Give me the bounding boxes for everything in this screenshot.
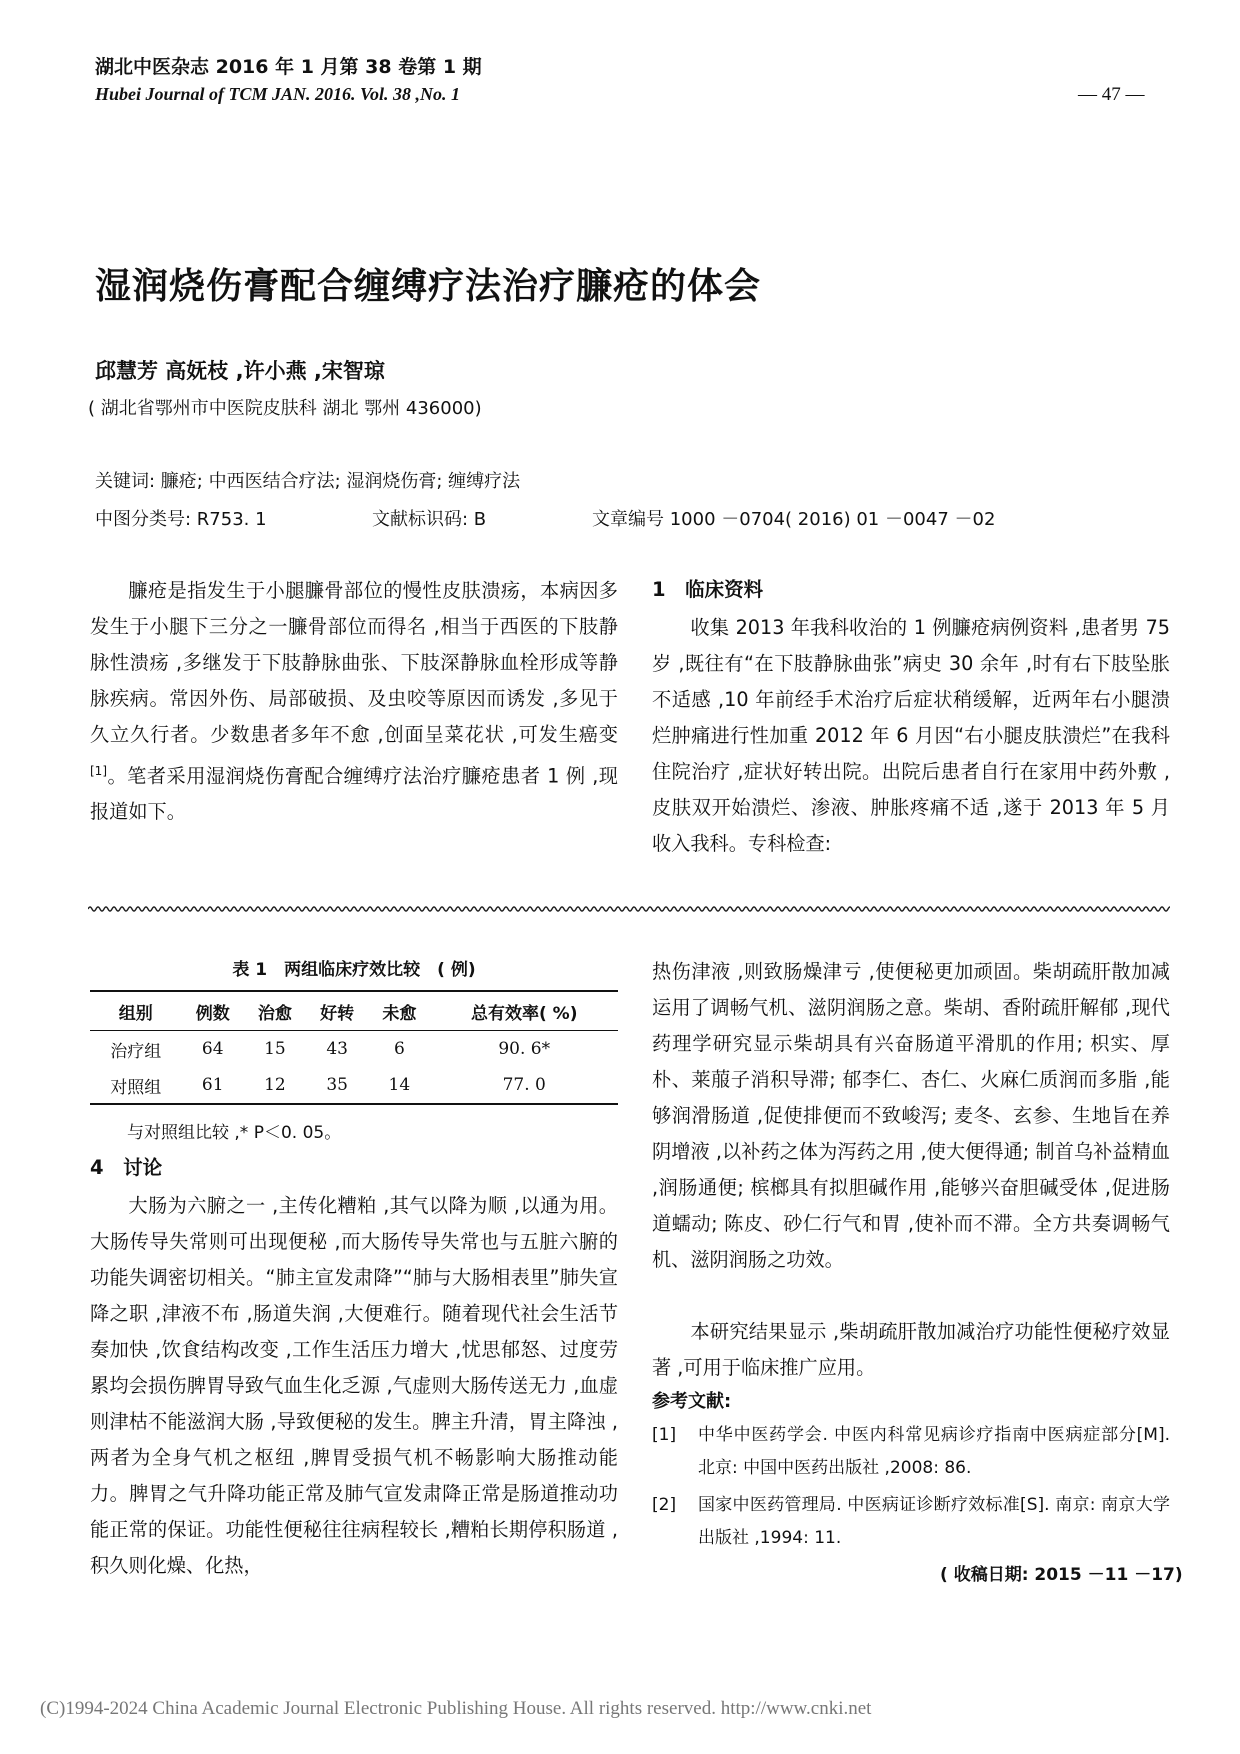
- table-cell: 对照组: [90, 1067, 182, 1104]
- reference-text: 国家中医药管理局. 中医病证诊断疗效标准[S]. 南京: 南京大学出版社 ,1994: 11.: [698, 1495, 1170, 1548]
- intro-text: 臁疮是指发生于小腿臁骨部位的慢性皮肤溃疡，本病因多发生于小腿下三分之一臁骨部位而得名 ,相当于西医的下肢静脉性溃疡 ,多继发于下肢静脉曲张、下肢深静脉血栓形成等静脉疾病。常因外伤、局部破损、及虫咬等原因而诱发 ,多见于久立久行者。少数患者多年不愈 ,创面呈菜花状 ,可发生癌变: [90, 579, 618, 746]
- references-heading: 参考文献:: [652, 1391, 732, 1412]
- reference-number: [2]: [652, 1495, 677, 1515]
- document-code: 文献标识码: B: [372, 509, 487, 530]
- table-cell: 77. 0: [430, 1067, 618, 1104]
- page-number: — 47 —: [1078, 84, 1145, 105]
- table-cell: 15: [264, 1039, 286, 1059]
- table-header-row: [90, 991, 618, 1031]
- table-cell: 6: [393, 1039, 405, 1059]
- table-row: [90, 1031, 618, 1068]
- table-cell: 35: [306, 1067, 368, 1104]
- section-4-paragraph: 大肠为六腑之一 ,主传化糟粕 ,其气以降为顺 ,以通为用。大肠传导失常则可出现便秘 ,而大肠传导失常也与五脏六腑的功能失调密切相关。“肺主宣发肃降”“肺与大肠相表里”肺失宣降之职 ,津液不布 ,肠道失润 ,大便难行。随着现代社会生活节奏加快 ,饮食结构改变 ,工作生活压力增大 ,忧思郁怒、过度劳累均会损伤脾胃导致气血生化乏源 ,气虚则大肠传送无力 ,血虚则津枯不能滋润大肠 ,导致便秘的发生。脾主升清，胃主降浊 ,两者为全身气机之枢纽 ,脾胃受损气机不畅影响大肠推动能力。脾胃之气升降功能正常及肺气宣发肃降正常是肠道推动功能正常的保证。功能性便秘往往病程较长 ,糟粕长期停积肠道 ,积久则化燥、化热，: [90, 1194, 618, 1577]
- results-table: [90, 990, 618, 1105]
- table-cell: 治疗组: [110, 1041, 162, 1062]
- reference-number: [1]: [652, 1425, 677, 1445]
- table-note: 与对照组比较 ,* P＜0. 05。: [127, 1123, 342, 1143]
- copyright-footer: (C)1994-2024 China Academic Journal Electronic Publishing House. All rights reserved. http://www.cnki.net: [40, 1698, 872, 1719]
- reference-text: 中华中医药学会. 中医内科常见病诊疗指南中医病症部分[M]. 北京: 中国中医药出版社 ,2008: 86.: [698, 1425, 1170, 1478]
- intro-paragraph: [90, 573, 618, 830]
- classification-number: 中图分类号: R753. 1: [95, 509, 267, 530]
- table-caption: 表 1 两组临床疗效比较 ( 例): [232, 960, 476, 980]
- section-1-heading: 1 临床资料: [652, 578, 764, 601]
- table-cell: 90. 6*: [498, 1039, 551, 1059]
- table-cell: 61: [182, 1067, 244, 1104]
- article-title: 湿润烧伤膏配合缠缚疗法治疗臁疮的体会: [95, 266, 762, 307]
- table-header: 未愈: [368, 991, 430, 1031]
- table-cell: 14: [368, 1067, 430, 1104]
- table-cell: 43: [326, 1039, 348, 1059]
- table-header: 总有效率( %): [430, 991, 618, 1031]
- received-date: ( 收稿日期: 2015 －11 －17): [940, 1565, 1183, 1585]
- section-4-heading: 4 讨论: [90, 1156, 163, 1179]
- page-divider: [88, 904, 1170, 914]
- intro-text-end: 。笔者采用湿润烧伤膏配合缠缚疗法治疗臁疮患者 1 例 ,现报道如下。: [90, 764, 618, 824]
- section-1-paragraph: 收集 2013 年我科收治的 1 例臁疮病例资料 ,患者男 75 岁 ,既往有“在下肢静脉曲张”病史 30 余年 ,时有右下肢坠胀不适感 ,10 年前经手术治疗后症状稍缓解，近两年右小腿溃烂肿痛进行性加重 2012 年 6 月因“右小腿皮肤溃烂”在我科住院治疗 ,症状好转出院。出院后患者自行在家用中药外敷 ,皮肤双开始溃烂、渗液、肿胀疼痛不适 ,遂于 2013 年 5 月收入我科。专科检查:: [652, 616, 1170, 855]
- table-row: [90, 1067, 618, 1104]
- keywords: 关键词: 臁疮; 中西医结合疗法; 湿润烧伤膏; 缠缚疗法: [95, 471, 521, 492]
- citation-1: [1]: [90, 764, 107, 778]
- conclusion-paragraph: 本研究结果显示 ,柴胡疏肝散加减治疗功能性便秘疗效显著 ,可用于临床推广应用。: [652, 1320, 1170, 1379]
- table-header: 例数: [182, 991, 244, 1031]
- reference-item: [652, 1489, 1170, 1555]
- discussion-continued: 热伤津液 ,则致肠燥津亏 ,使便秘更加顽固。柴胡疏肝散加减运用了调畅气机、滋阴润肠之意。柴胡、香附疏肝解郁 ,现代药理学研究显示柴胡具有兴奋肠道平滑肌的作用; 枳实、厚朴、莱菔子消积导滞; 郁李仁、杏仁、火麻仁质润而多脂 ,能够润滑肠道 ,促使排便而不致峻泻; 麦冬、玄参、生地旨在养阴增液 ,以补药之体为泻药之用 ,使大便得通; 制首乌补益精血 ,润肠通便; 槟榔具有拟胆碱作用 ,能够兴奋胆碱受体 ,促进肠道蠕动; 陈皮、砂仁行气和胃 ,使补而不滞。全方共奏调畅气机、滋阴润肠之功效。: [652, 960, 1170, 1271]
- table-header: 好转: [306, 991, 368, 1031]
- table-cell: 12: [244, 1067, 306, 1104]
- table-header: 组别: [90, 991, 182, 1031]
- table-header: 治愈: [244, 991, 306, 1031]
- reference-item: [652, 1419, 1170, 1485]
- journal-name-en: Hubei Journal of TCM JAN. 2016. Vol. 38 ,No. 1: [95, 84, 461, 104]
- journal-name-cn: 湖北中医杂志 2016 年 1 月第 38 卷第 1 期: [95, 56, 482, 78]
- authors: 邱慧芳 高妩枝 ,许小燕 ,宋智琼: [95, 359, 385, 383]
- affiliation: ( 湖北省鄂州市中医院皮肤科 湖北 鄂州 436000): [88, 398, 482, 419]
- table-cell: 64: [201, 1039, 224, 1059]
- article-number: 文章编号 1000 －0704( 2016) 01 －0047 －02: [592, 509, 996, 530]
